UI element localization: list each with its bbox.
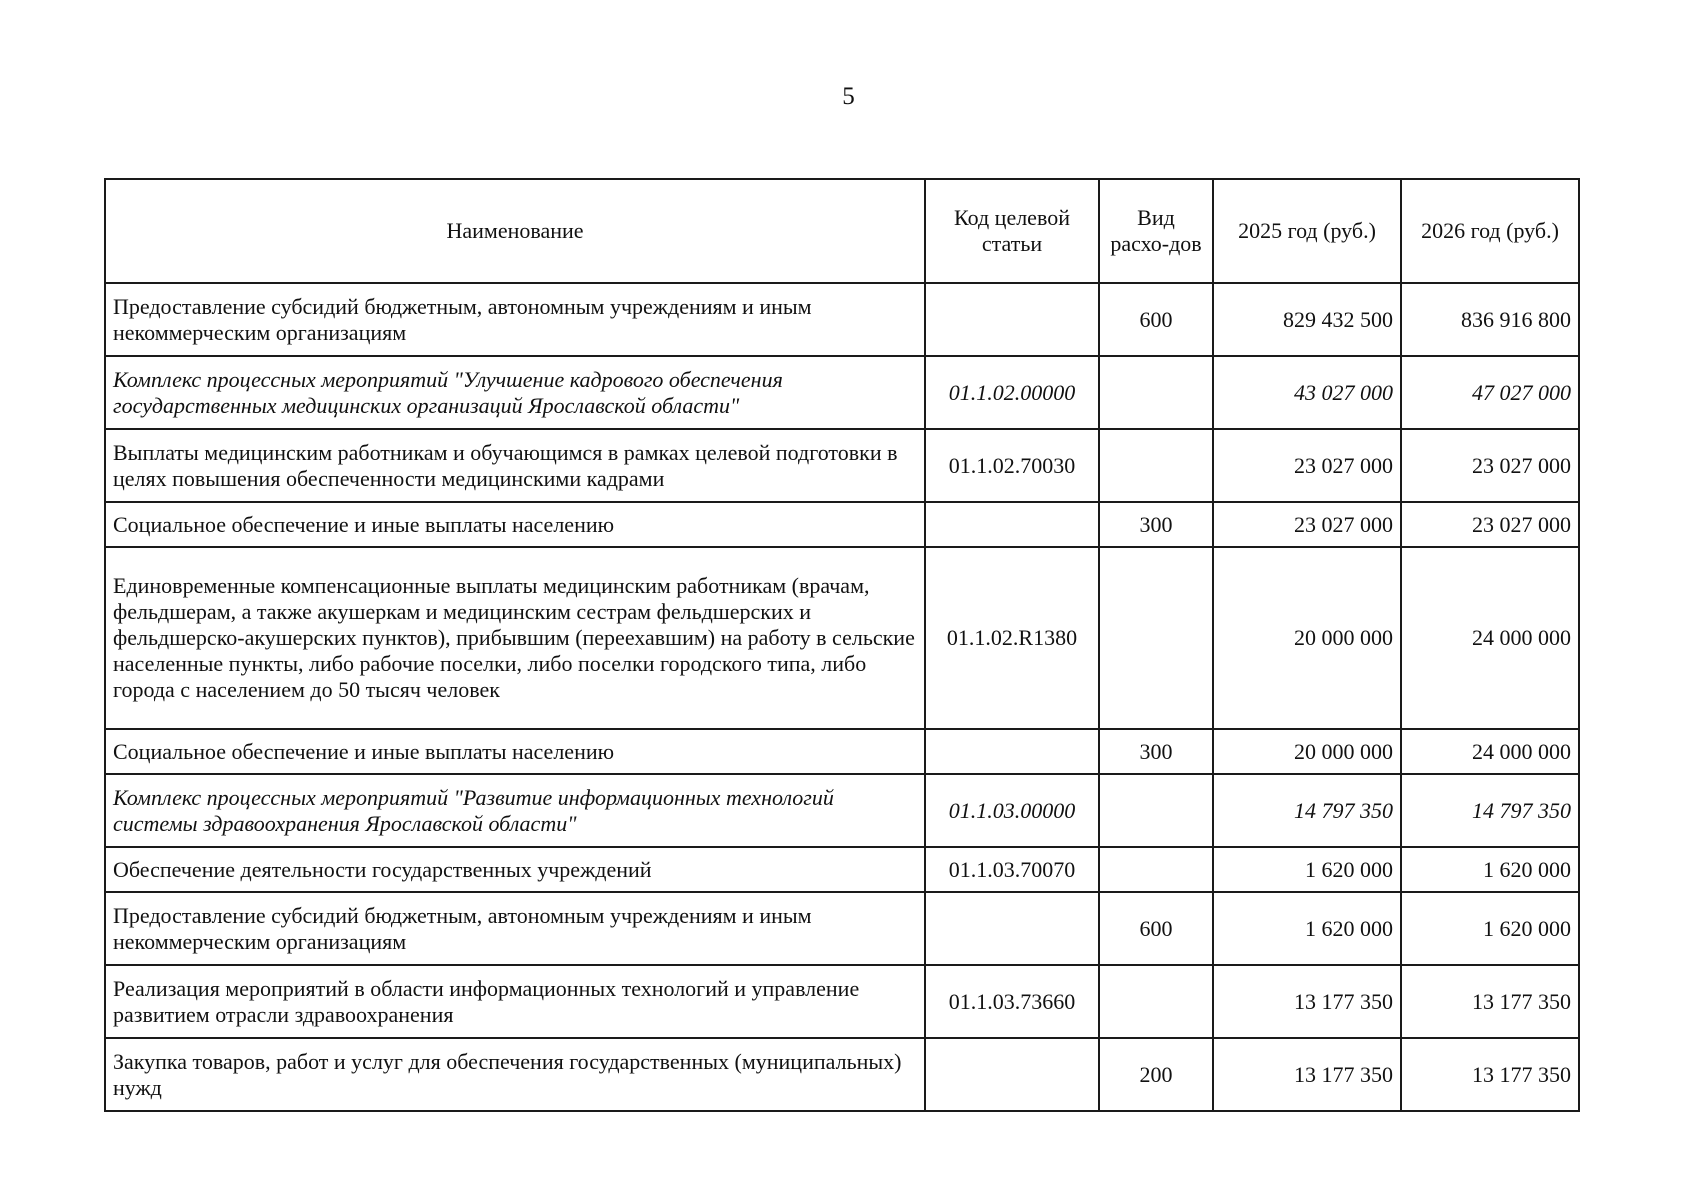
page-number: 5: [842, 83, 855, 110]
header-2026: 2026 год (руб.): [1401, 179, 1579, 283]
row-code: 01.1.02.00000: [925, 356, 1099, 429]
row-amount-2025: 20 000 000: [1213, 547, 1401, 729]
header-name: Наименование: [105, 179, 925, 283]
table-row: [105, 429, 1579, 502]
row-amount-2026: 13 177 350: [1401, 965, 1579, 1038]
row-expense-type: [1099, 429, 1213, 502]
row-amount-2025: 1 620 000: [1213, 847, 1401, 892]
row-expense-type: [1099, 356, 1213, 429]
row-amount-2025: 20 000 000: [1213, 729, 1401, 774]
table-row: [105, 502, 1579, 547]
row-name: Выплаты медицинским работникам и обучающимся в рамках целевой подготовки в целях повышения обеспеченности медицинскими кадрами: [105, 429, 925, 502]
row-amount-2026: 13 177 350: [1401, 1038, 1579, 1111]
row-name: Комплекс процессных мероприятий "Улучшение кадрового обеспечения государственных медицинских организаций Ярославской области": [105, 356, 925, 429]
row-name: Закупка товаров, работ и услуг для обеспечения государственных (муниципальных) нужд: [105, 1038, 925, 1111]
row-name: Предоставление субсидий бюджетным, автономным учреждениям и иным некоммерческим организациям: [105, 892, 925, 965]
row-expense-type: [1099, 774, 1213, 847]
row-amount-2025: 829 432 500: [1213, 283, 1401, 356]
header-2025: 2025 год (руб.): [1213, 179, 1401, 283]
row-code: [925, 729, 1099, 774]
row-expense-type: 300: [1099, 729, 1213, 774]
row-code: [925, 283, 1099, 356]
budget-table: [104, 178, 1580, 1112]
table-header-row: [105, 179, 1579, 283]
row-amount-2026: 23 027 000: [1401, 502, 1579, 547]
row-amount-2026: 14 797 350: [1401, 774, 1579, 847]
row-amount-2025: 23 027 000: [1213, 429, 1401, 502]
row-name: Реализация мероприятий в области информационных технологий и управление развитием отрасли здравоохранения: [105, 965, 925, 1038]
row-code: 01.1.02.70030: [925, 429, 1099, 502]
row-name: Социальное обеспечение и иные выплаты населению: [105, 502, 925, 547]
row-amount-2025: 1 620 000: [1213, 892, 1401, 965]
row-code: [925, 502, 1099, 547]
row-amount-2025: 14 797 350: [1213, 774, 1401, 847]
row-expense-type: 600: [1099, 283, 1213, 356]
row-expense-type: 200: [1099, 1038, 1213, 1111]
row-name: Единовременные компенсационные выплаты медицинским работникам (врачам, фельдшерам, а также акушеркам и медицинским сестрам фельдшерских и фельдшерско-акушерских пунктов), прибывшим (переехавшим) на работу в сельские населенные пункты, либо рабочие поселки, либо поселки городского типа, либо города с населением до 50 тысяч человек: [105, 547, 925, 729]
row-name: Социальное обеспечение и иные выплаты населению: [105, 729, 925, 774]
row-amount-2026: 47 027 000: [1401, 356, 1579, 429]
table-row: [105, 729, 1579, 774]
table-row: [105, 892, 1579, 965]
table-row: [105, 774, 1579, 847]
row-code: 01.1.03.73660: [925, 965, 1099, 1038]
row-code: 01.1.02.R1380: [925, 547, 1099, 729]
header-expense-type: Вид расхо-дов: [1099, 179, 1213, 283]
table-row: [105, 283, 1579, 356]
row-amount-2026: 1 620 000: [1401, 847, 1579, 892]
row-name: Комплекс процессных мероприятий "Развитие информационных технологий системы здравоохранения Ярославской области": [105, 774, 925, 847]
row-amount-2026: 24 000 000: [1401, 729, 1579, 774]
row-amount-2025: 13 177 350: [1213, 1038, 1401, 1111]
table-row: [105, 847, 1579, 892]
table-row: [105, 965, 1579, 1038]
row-amount-2026: 836 916 800: [1401, 283, 1579, 356]
row-expense-type: [1099, 847, 1213, 892]
row-name: Обеспечение деятельности государственных учреждений: [105, 847, 925, 892]
row-expense-type: [1099, 965, 1213, 1038]
row-amount-2025: 13 177 350: [1213, 965, 1401, 1038]
header-code: Код целевой статьи: [925, 179, 1099, 283]
row-expense-type: [1099, 547, 1213, 729]
row-code: 01.1.03.70070: [925, 847, 1099, 892]
row-amount-2025: 43 027 000: [1213, 356, 1401, 429]
row-amount-2026: 1 620 000: [1401, 892, 1579, 965]
row-expense-type: 600: [1099, 892, 1213, 965]
row-expense-type: 300: [1099, 502, 1213, 547]
table-row: [105, 356, 1579, 429]
table-row: [105, 547, 1579, 729]
row-code: [925, 892, 1099, 965]
table-row: [105, 1038, 1579, 1111]
row-name: Предоставление субсидий бюджетным, автономным учреждениям и иным некоммерческим организациям: [105, 283, 925, 356]
row-amount-2026: 24 000 000: [1401, 547, 1579, 729]
row-code: 01.1.03.00000: [925, 774, 1099, 847]
row-amount-2026: 23 027 000: [1401, 429, 1579, 502]
row-code: [925, 1038, 1099, 1111]
row-amount-2025: 23 027 000: [1213, 502, 1401, 547]
